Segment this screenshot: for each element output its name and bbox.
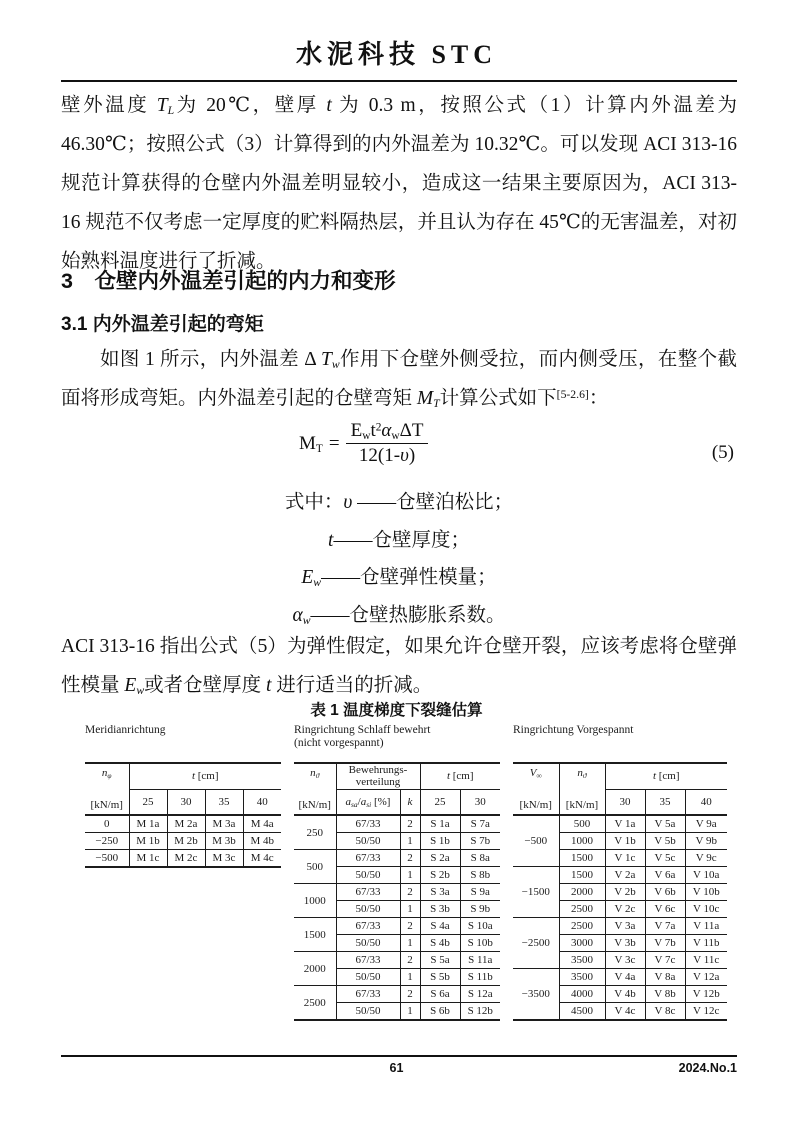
table-cell: V 10b [685,884,727,901]
subtable-0 [85,724,281,868]
fraction-numerator: $E_wt^2\alpha_w\Delta T$ [346,420,429,444]
table-cell: S 7a [460,815,500,833]
table-cell: S 5a [420,952,460,969]
table-cell: M 1b [129,833,167,850]
paragraph-moment-intro: 如图 1 所示，内外温差 Δ $T_w$作用下仓壁外侧受拉，而内侧受压，在整个截面将形成弯矩。内外温差引起的仓壁弯矩 $M_T$计算公式如下[5-2.6]： [61,349,737,410]
table-cell: M 2c [167,850,205,868]
table-cell: 0 [85,815,129,833]
table-cell: 3500 [559,952,605,969]
table-cell: 2 [400,850,420,867]
ring-slack-table [294,762,500,1021]
subtable-title-line: Ringrichtung Schlaff bewehrt [294,724,431,736]
header-cell: 40 [243,789,281,815]
table-cell: V 6a [645,867,685,884]
table-cell: S 9b [460,901,500,918]
table-cell: V 1c [605,850,645,867]
table-cell: 4000 [559,986,605,1003]
table-cell: 1 [400,935,420,952]
table-cell: 1500 [559,867,605,884]
table-cell: S 9a [460,884,500,901]
table-cell: 1 [400,969,420,986]
table-cell: 3500 [559,969,605,986]
table-cell: V 10a [685,867,727,884]
table-cell: 2 [400,952,420,969]
paragraph-aci-note: ACI 313-16 指出公式（5）为弹性假定，如果允许仓壁开裂，应该考虑将仓壁弹性模量 $E_w$或者仓壁厚度 t 进行适当的折减。 [61,636,737,697]
header-cell: 30 [460,789,500,815]
table-cell: 2 [400,918,420,935]
crack-estimation-table [85,724,733,1021]
issue-label: 2024.No.1 [678,1061,737,1075]
subsection-heading-3-1: 3.1 内外温差引起的弯矩 [61,314,264,335]
equation-fraction [346,420,429,467]
table-cell: V 6b [645,884,685,901]
table-cell: S 12a [460,986,500,1003]
group-cell: −2500 [513,918,559,969]
table-cell: V 5b [645,833,685,850]
table-cell: M 1a [129,815,167,833]
table-cell: V 9b [685,833,727,850]
table-cell: −250 [85,833,129,850]
table-cell: M 3b [205,833,243,850]
equation-formula [299,420,428,467]
table-cell: V 3b [605,935,645,952]
group-cell: 500 [294,850,336,884]
group-cell: 1500 [294,918,336,952]
subtable-title-line: Ringrichtung Vorgespannt [513,724,634,736]
table-cell: 67/33 [336,986,400,1003]
table-cell: V 7b [645,935,685,952]
table-cell: V 1a [605,815,645,833]
table-cell: V 4a [605,969,645,986]
subtable-title-line: (nicht vorgespannt) [294,737,384,749]
table-cell: 1 [400,833,420,850]
table-cell: 50/50 [336,969,400,986]
header-cell: 35 [205,789,243,815]
table-cell: S 4b [420,935,460,952]
table-cell: 2 [400,815,420,833]
table-cell: V 10c [685,901,727,918]
table-cell: V 5a [645,815,685,833]
table-cell: S 11b [460,969,500,986]
subtable-title-line: Meridianrichtung [85,724,166,736]
table-cell: V 2c [605,901,645,918]
header-cell: 25 [129,789,167,815]
table-cell: V 7a [645,918,685,935]
table-cell: 1 [400,901,420,918]
table-cell: S 6a [420,986,460,1003]
table-cell: V 3c [605,952,645,969]
table-cell: V 12b [685,986,727,1003]
table-cell: 50/50 [336,833,400,850]
table-cell: 2 [400,884,420,901]
header-cell: t [cm] [420,763,500,789]
where-line-expansion: $\alpha_w——$仓壁热膨胀系数。 [292,604,506,627]
table-cell: 500 [559,815,605,833]
table-cell: 50/50 [336,935,400,952]
table-cell: M 4b [243,833,281,850]
ring-prestressed-table [513,762,727,1021]
table-cell: M 3a [205,815,243,833]
table-cell: M 4c [243,850,281,868]
table-cell: V 7c [645,952,685,969]
header-cell: $n_ϑ$ [kN/m] [298,767,331,811]
table-cell: S 5b [420,969,460,986]
table-cell: S 4a [420,918,460,935]
table-cell: S 2b [420,867,460,884]
table-cell: 2500 [559,901,605,918]
table-cell: V 11b [685,935,727,952]
table-cell: V 8a [645,969,685,986]
header-cell: 30 [167,789,205,815]
table-cell: 50/50 [336,901,400,918]
table-cell: M 1c [129,850,167,868]
table-cell: V 8b [645,986,685,1003]
page-number: 61 [389,1061,404,1075]
group-cell: −3500 [513,969,559,1021]
header-cell: $n_ϑ$ [kN/m] [559,763,605,815]
subtable-title [513,724,727,757]
table-cell: V 9c [685,850,727,867]
table-cell: 2 [400,986,420,1003]
table-caption: 表 1 温度梯度下裂缝估算 [310,702,483,719]
where-line-thickness: t——仓壁厚度； [328,529,470,551]
table-cell: V 6c [645,901,685,918]
table-cell: V 11c [685,952,727,969]
table-cell: 50/50 [336,867,400,884]
header-cell: Bewehrungs- verteilung [336,763,420,789]
equals-sign: = [328,432,340,454]
group-cell: 1000 [294,884,336,918]
equation-lhs: $M_T$ [299,432,323,455]
table-cell: 3000 [559,935,605,952]
table-cell: S 1a [420,815,460,833]
header-cell: t [cm] [129,763,281,789]
group-cell: −500 [513,815,559,867]
header-cell: 40 [685,789,727,815]
table-cell: S 11a [460,952,500,969]
table-cell: M 4a [243,815,281,833]
table-cell: 1500 [559,850,605,867]
table-cell: 1 [400,1003,420,1021]
header-cell: t [cm] [605,763,727,789]
subtable-2 [513,724,727,1021]
table-cell: 2500 [559,918,605,935]
table-cell: S 3b [420,901,460,918]
table-cell: S 1b [420,833,460,850]
table-cell: M 2b [167,833,205,850]
table-cell: V 9a [685,815,727,833]
table-cell: 67/33 [336,952,400,969]
header-cell: 30 [605,789,645,815]
table-cell: M 2a [167,815,205,833]
table-cell: 2000 [559,884,605,901]
table-cell: V 12c [685,1003,727,1021]
table-cell: 67/33 [336,815,400,833]
table-cell: S 2a [420,850,460,867]
footer-rule [61,1055,737,1057]
group-cell: 2000 [294,952,336,986]
table-cell: S 12b [460,1003,500,1021]
equation-number: (5) [711,442,734,463]
table-cell: V 12a [685,969,727,986]
table-cell: S 6b [420,1003,460,1021]
table-cell: S 8b [460,867,500,884]
header-cell: 25 [420,789,460,815]
table-cell: S 8a [460,850,500,867]
table-cell: 1 [400,867,420,884]
table-cell: 67/33 [336,850,400,867]
table-cell: V 3a [605,918,645,935]
table-cell: V 8c [645,1003,685,1021]
table-cell: V 2b [605,884,645,901]
table-cell: V 5c [645,850,685,867]
table-cell: S 10b [460,935,500,952]
subtable-1 [294,724,500,1021]
table-cell: 4500 [559,1003,605,1021]
table-cell: 50/50 [336,1003,400,1021]
group-cell: −1500 [513,867,559,918]
table-cell: V 4c [605,1003,645,1021]
where-line-poisson: 式中：υ ——仓壁泊松比； [284,492,514,513]
header-cell: $V_\infty$ [kN/m] [519,767,552,811]
fraction-denominator: 12(1-υ) [358,445,416,466]
section-heading-3: 3 仓壁内外温差引起的内力和变形 [61,269,396,293]
table-cell: V 4b [605,986,645,1003]
table-cell: V 11a [685,918,727,935]
header-cell: 35 [645,789,685,815]
paragraph-temperature-calc: 壁外温度 $T_L$为 20℃，壁厚 t 为 0.3 m，按照公式（1）计算内外温差为 46.30℃；按照公式（3）计算得到的内外温差为 10.32℃。可以发现 ACI 313-16 规范计算获得的仓壁内外温差明显较小，造成这一结果主要原因为，ACI 313-16 规范不仅考虑一定厚度的贮料隔热层，并且认为存在 45℃的无害温差，对初始熟料温度进行了折减。 [61,95,737,272]
table-cell: V 2a [605,867,645,884]
table-cell: −500 [85,850,129,868]
table-cell: M 3c [205,850,243,868]
meridian-table [85,762,281,868]
equation-5 [61,420,737,482]
table-cell: S 7b [460,833,500,850]
header-cell: k [400,789,420,815]
journal-title: 水泥科技 STC [295,40,498,69]
table-cell: S 3a [420,884,460,901]
header-rule [61,80,737,82]
table-cell: 1000 [559,833,605,850]
table-cell: 67/33 [336,918,400,935]
table-cell: S 10a [460,918,500,935]
where-line-modulus: $E_w——$仓壁弹性模量； [301,567,497,589]
table-cell: 67/33 [336,884,400,901]
where-list [61,484,737,634]
table-cell: V 1b [605,833,645,850]
subtable-title [294,724,500,757]
subtable-title [85,724,281,757]
group-cell: 250 [294,815,336,850]
header-cell: $a_{sa}/a_{si}$ [%] [336,789,400,815]
header-cell: $n_\varphi$ [kN/m] [90,767,123,811]
group-cell: 2500 [294,986,336,1021]
